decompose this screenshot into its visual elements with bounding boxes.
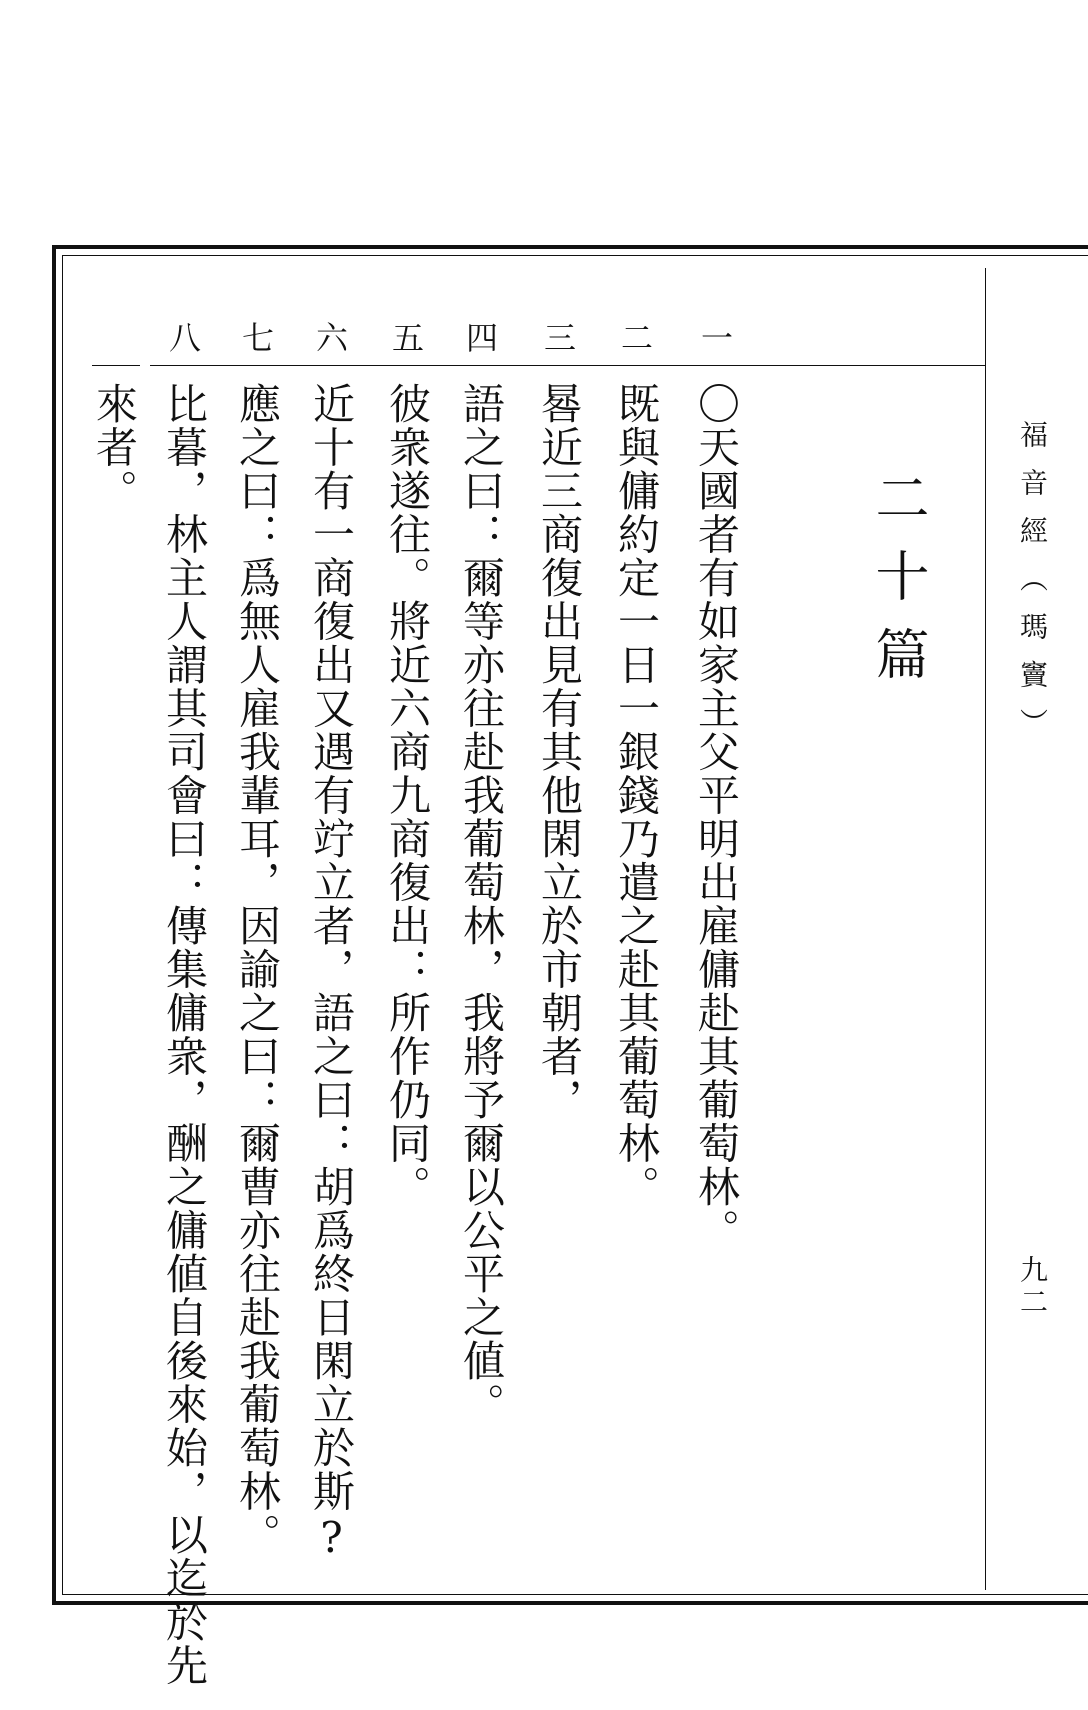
chapter-title: 二十篇 [867,470,930,704]
running-head: 福音經（瑪竇） [1016,420,1049,756]
text-column-1: 〇天國者有如家主父平明出雇傭赴其葡萄林。 [692,382,741,1252]
verse-number-5: 五 [391,319,424,357]
verse-number-8: 八 [168,319,201,357]
text-column-7: 應之曰：爲無人雇我輩耳，因諭之曰：爾曹亦往赴我葡萄林。 [233,382,282,1557]
text-column-8: 比暮，林主人謂其司會曰：傳集傭衆，酬之傭値自後來始，以迄於先 [160,382,209,1687]
page-number: 九二 [1016,1255,1049,1319]
verse-number-rule [150,365,985,366]
text-column-5: 彼衆遂往。將近六商九商復出：所作仍同。 [383,382,432,1209]
text-column-9: 來者。 [90,382,139,513]
verse-number-1: 一 [700,319,733,357]
verse-number-3: 三 [543,319,576,357]
verse-number-6: 六 [315,319,348,357]
text-column-3: 晷近三商復出見有其他閑立於市朝者， [535,382,584,1122]
verse-number-7: 七 [241,319,274,357]
text-column-4: 語之曰：爾等亦往赴我葡萄林，我將予爾以公平之値。 [457,382,506,1426]
text-column-6: 近十有一商復出又遇有竚立者，語之曰：胡爲終日閑立於斯? [307,382,356,1564]
running-head-divider [985,268,986,1590]
text-column-2: 既與傭約定一日一銀錢乃遣之赴其葡萄林。 [612,382,661,1209]
verse-number-rule-stub [92,365,140,366]
verse-number-4: 四 [465,319,498,357]
verse-number-2: 二 [620,319,653,357]
